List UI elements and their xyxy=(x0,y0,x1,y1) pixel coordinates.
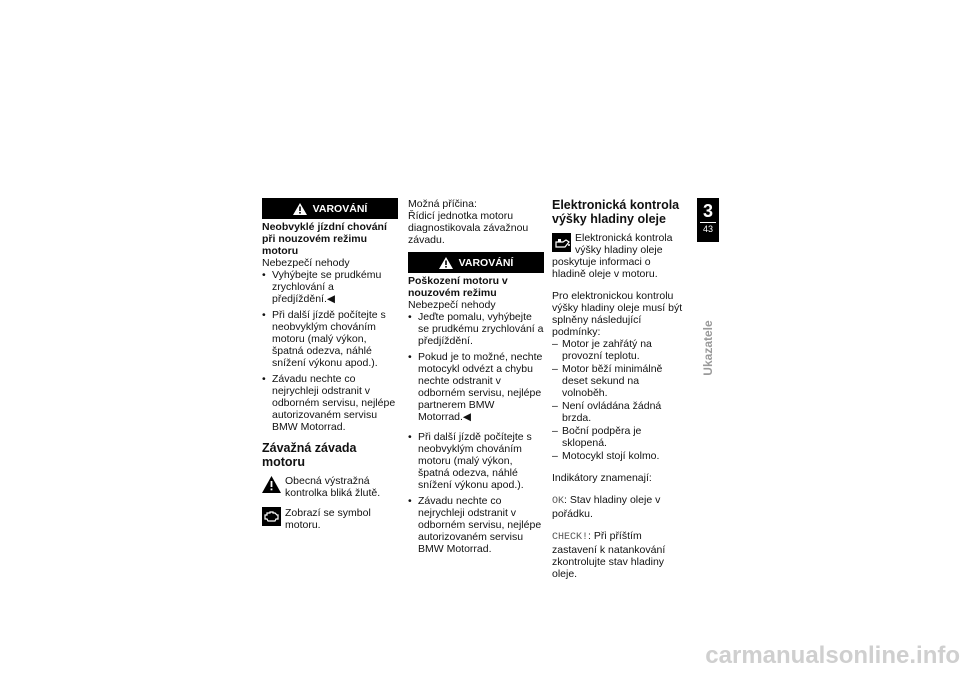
indicator-text: Obecná výstražná kontrolka bliká žlutě. xyxy=(285,475,381,499)
warning-title: Poškození motoru v nouzovém režimu xyxy=(408,275,508,299)
warning-hazard: Nebezpečí nehody xyxy=(262,257,350,269)
ok-code: OK xyxy=(552,496,565,507)
list-item: • Pokud je to možné, nechte motocykl odvézt a chybu nechte odstranit v odborném servisu, nejlépe partnerem BMW Motorrad.◀ xyxy=(408,351,544,423)
column-1 xyxy=(262,198,398,539)
list-item: – Není ovládána žádná brzda. xyxy=(552,400,686,424)
conditions-list xyxy=(552,338,686,462)
warning-triangle-icon xyxy=(293,203,307,215)
warning-label: VAROVÁNÍ xyxy=(458,256,514,269)
conditions-intro: Pro elektronickou kontrolu výšky hladiny oleje musí být splněny následující podmínky: xyxy=(552,290,683,338)
check-code: CHECK! xyxy=(552,532,589,543)
list-item: – Motor běží minimálně deset sekund na volnoběh. xyxy=(552,363,686,399)
list-item: • Při další jízdě počítejte s neobvyklým chováním motoru (malý výkon, špatná odezva, náhlé snížení výkonu apod.). xyxy=(262,309,398,369)
engine-icon xyxy=(262,507,281,526)
section-title-engine-fault: Závažná závada motoru xyxy=(262,441,357,469)
indicator-ok xyxy=(552,494,686,520)
warning-hazard: Nebezpečí nehody xyxy=(408,299,496,311)
indicator-check xyxy=(552,530,686,580)
warning-title: Neobvyklé jízdní chování při nouzovém režimu motoru xyxy=(262,221,387,257)
cause-label: Možná příčina: xyxy=(408,198,477,210)
list-item: – Boční podpěra je sklopená. xyxy=(552,425,686,449)
warning-triangle-icon xyxy=(439,257,453,269)
list-item: • Vyhýbejte se prudkému zrychlování a předjíždění.◀ xyxy=(262,269,398,305)
column-3 xyxy=(552,198,686,590)
list-item: – Motocykl stojí kolmo. xyxy=(552,450,686,462)
check-text: : Při příštím zastavení k natankování zkontrolujte stav hladiny oleje. xyxy=(552,530,666,580)
indicator-text: Zobrazí se symbol motoru. xyxy=(285,507,371,531)
chapter-name: Ukazatele xyxy=(701,320,715,376)
cause-text: Řídicí jednotka motoru diagnostikovala závažnou závadu. xyxy=(408,210,529,246)
oil-can-icon xyxy=(552,233,571,252)
warning-banner-2 xyxy=(408,252,544,273)
warning-bullet-list xyxy=(408,311,544,555)
oil-intro xyxy=(552,232,686,280)
list-item: – Motor je zahřátý na provozní teplotu. xyxy=(552,338,686,362)
warning-label: VAROVÁNÍ xyxy=(312,202,368,215)
warning-bullet-list xyxy=(262,269,398,433)
page-number: 43 xyxy=(700,222,716,235)
ok-text: : Stav hladiny oleje v pořádku. xyxy=(552,494,661,520)
list-item: • Závadu nechte co nejrychleji odstranit v odborném servisu, nejlépe autorizovaném servisu BMW Motorrad. xyxy=(408,495,544,555)
list-item: • Při další jízdě počítejte s neobvyklým chováním motoru (malý výkon, špatná odezva, náhlé snížení výkonu apod.). xyxy=(408,431,544,491)
chapter-tab xyxy=(697,198,719,242)
oil-intro-text: Elektronická kontrola výšky hladiny oleje poskytuje informaci o hladině oleje v motoru. xyxy=(552,232,673,280)
indicator-engine-symbol xyxy=(262,507,398,531)
warning-banner-1 xyxy=(262,198,398,219)
column-2 xyxy=(408,198,544,559)
indicators-label: Indikátory znamenají: xyxy=(552,472,652,484)
chapter-number: 3 xyxy=(702,201,713,221)
list-item: • Závadu nechte co nejrychleji odstranit v odborném servisu, nejlépe autorizovaném servisu BMW Motorrad. xyxy=(262,373,398,433)
warning-triangle-icon xyxy=(262,475,281,494)
indicator-warning-light xyxy=(262,475,398,499)
list-item: • Jeďte pomalu, vyhýbejte se prudkému zrychlování a předjíždění. xyxy=(408,311,544,347)
watermark: carmanualsonline.info xyxy=(705,642,960,669)
section-title-oil-level: Elektronická kontrola výšky hladiny oleje xyxy=(552,198,680,226)
